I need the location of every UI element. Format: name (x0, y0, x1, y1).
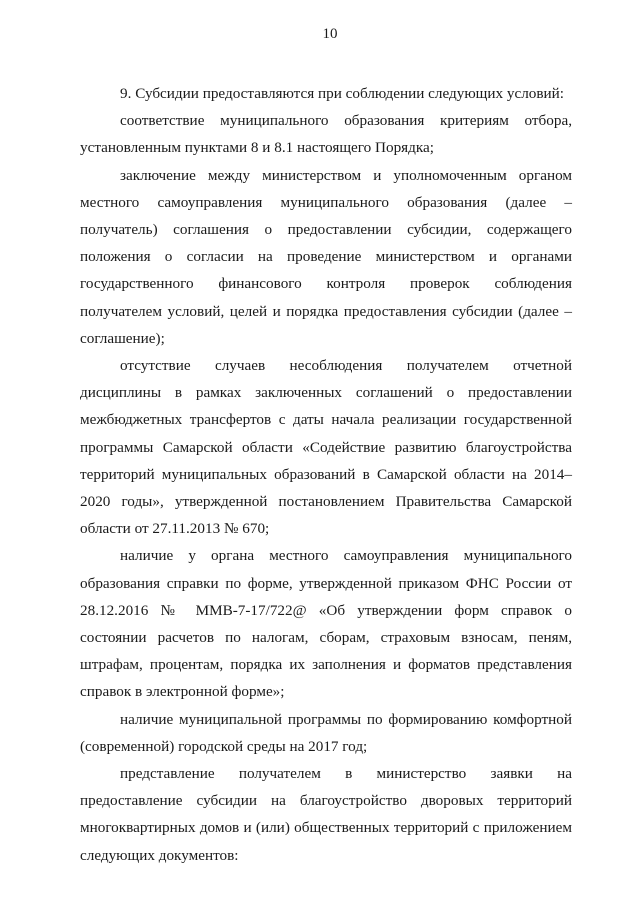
paragraph-subsidy-conditions: 9. Субсидии предоставляются при соблюдении следующих условий: (120, 85, 565, 102)
paragraph-municipal-program: наличие муниципальной программы по формированию комфортной (современной) городской среды на 2017 год; (80, 710, 572, 755)
paragraph-tax-certificate: наличие у органа местного самоуправления муниципального образования справки по форме, утвержденной приказом ФНС России от 28.12.2016 № ММВ-7-17/722@ «Об утверждении форм справок о состоянии расчетов по налогам, сборам, страховым взносам, пеням, штрафам, процентам, порядка их заполнения и форматов представления справок в электронной форме»; (80, 547, 572, 701)
paragraph-application: представление получателем в министерство заявки на предоставление субсидии на благоустройство дворовых территорий многоквартирных домов и (или) общественных территорий с приложением следующих документов: (80, 765, 572, 864)
paragraph-criteria-compliance: соответствие муниципального образования критериям отбора, установленным пунктами 8 и 8.1 настоящего Порядка; (80, 112, 572, 157)
paragraph-reporting-discipline: отсутствие случаев несоблюдения получателем отчетной дисциплины в рамках заключенных соглашений о предоставлении межбюджетных трансфертов с даты начала реализации государственной программы Самарской области «Содействие развитию благоустройства территорий муниципальных образований в Самарской области на 2014–2020 годы», утвержденной постановлением Правительства Самарской области от 27.11.2013 № 670; (80, 357, 572, 538)
page-number: 10 (322, 26, 338, 42)
paragraph-agreement: заключение между министерством и уполномоченным органом местного самоуправления муниципального образования (далее – получатель) соглашения о предоставлении субсидии, содержащего положения о согласии на проведение министерством и органами государственного финансового контроля проверок соблюдения получателем условий, целей и порядка предоставления субсидии (далее – соглашение); (80, 166, 572, 347)
